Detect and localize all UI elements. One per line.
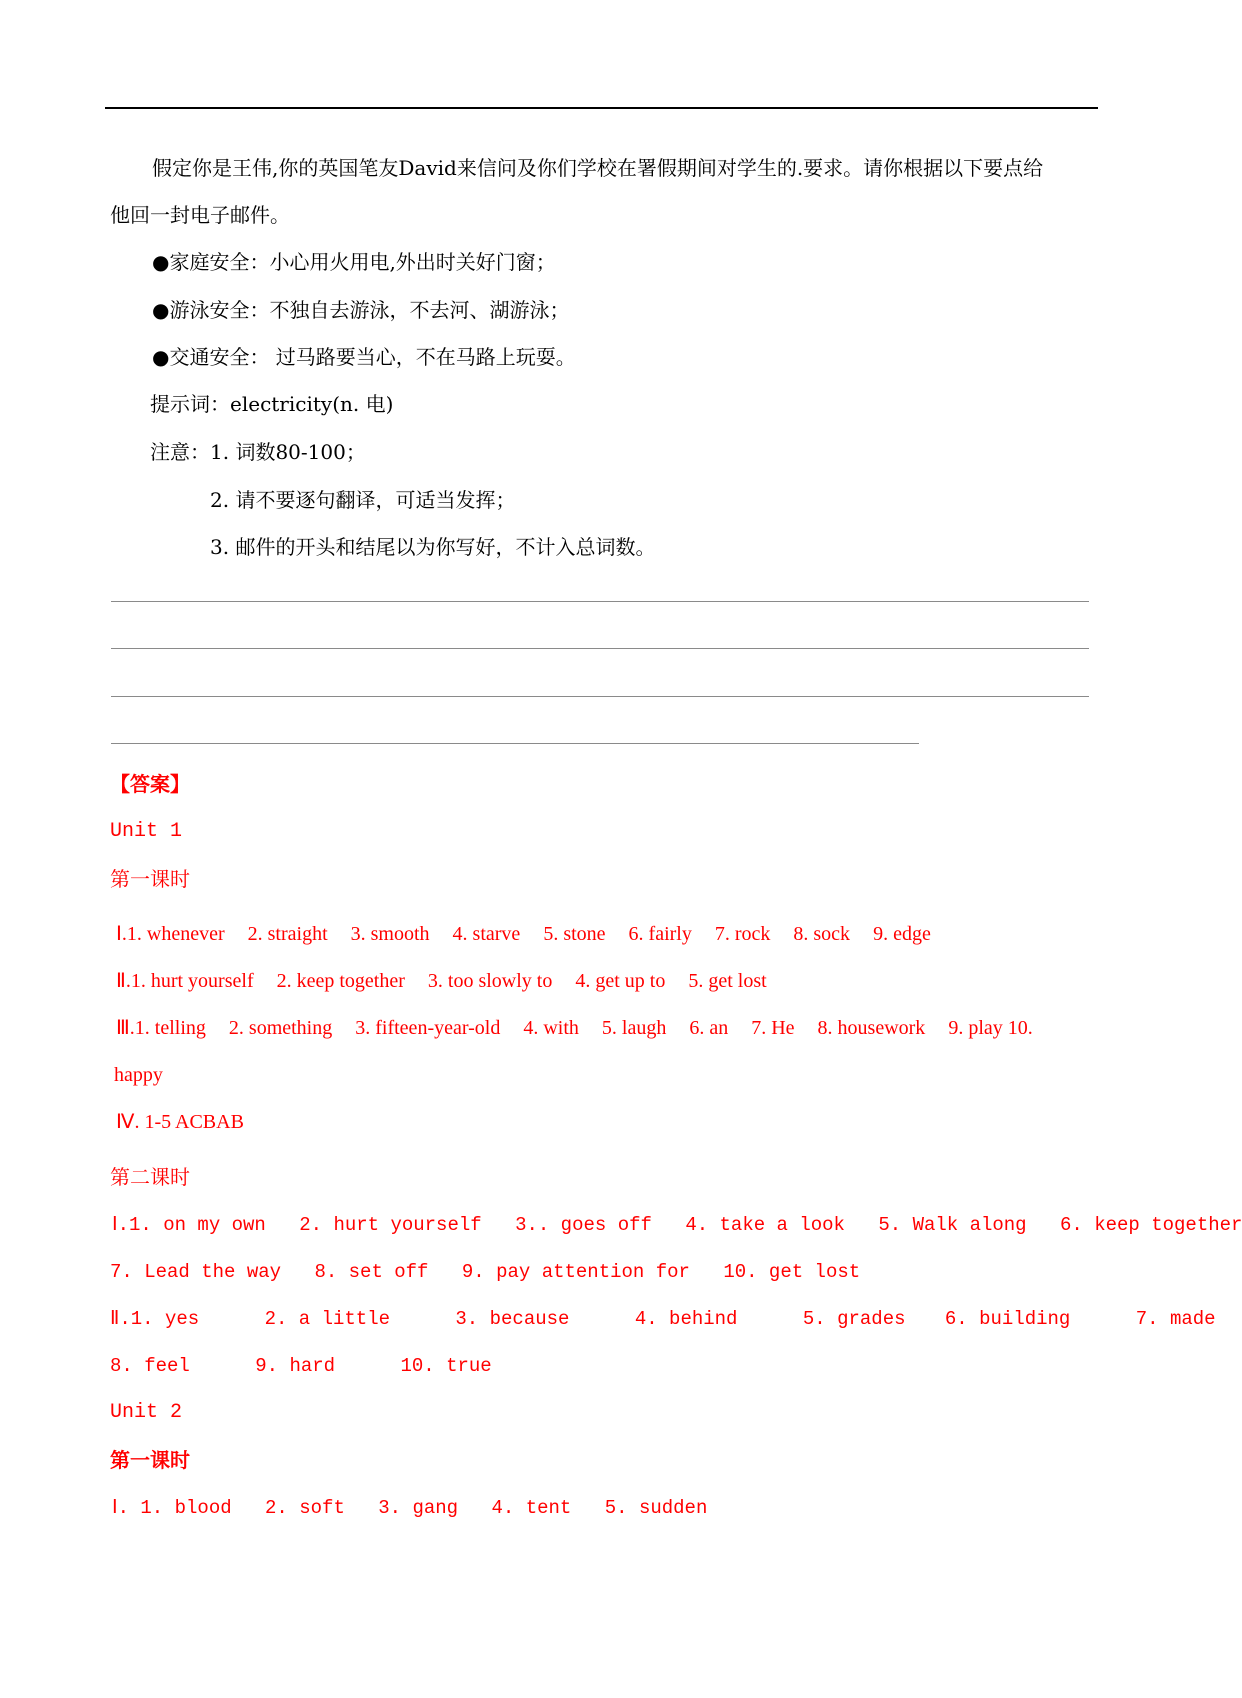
answer-item: 8. set off — [314, 1261, 429, 1283]
answer-item: 3.. goes off — [515, 1214, 652, 1236]
answer-item: Ⅰ.1. whenever — [116, 923, 225, 945]
answer-item: 9. play 10. — [948, 1017, 1033, 1039]
note-1: 注意：1. 词数80-100； — [150, 440, 366, 464]
answer-item: 8. sock — [793, 923, 851, 945]
answer-item: 2. a little — [264, 1308, 390, 1330]
answer-item: 3. smooth — [350, 923, 430, 945]
prompt-line-1: 假定你是王伟,你的英国笔友David来信问及你们学校在署假期间对学生的.要求。请你根据以下要点给 — [152, 156, 1044, 180]
answer-item: 3. because — [455, 1308, 570, 1330]
answer-item: 7. made — [1135, 1308, 1216, 1330]
answer-item: 4. get up to — [575, 970, 666, 992]
answer-item: 8. housework — [817, 1017, 926, 1039]
writing-line-4[interactable] — [111, 743, 919, 744]
unit-2-heading: Unit 2 — [110, 1401, 183, 1424]
note-2: 2. 请不要逐句翻译，可适当发挥； — [210, 488, 516, 512]
answer-item: 2. keep together — [276, 970, 405, 992]
answer-item: Ⅱ.1. yes — [110, 1308, 200, 1330]
answer-item: 5. get lost — [688, 970, 767, 992]
lesson-2-heading: 第二课时 — [110, 1165, 190, 1189]
writing-line-2[interactable] — [111, 648, 1089, 649]
u1l1-section-4: Ⅳ. 1-5 ACBAB — [116, 1111, 244, 1133]
answer-item: 5. laugh — [601, 1017, 667, 1039]
u1l2-section-1a — [112, 1211, 1242, 1239]
answer-item: 9. edge — [873, 923, 931, 945]
answer-item: 5. sudden — [604, 1497, 708, 1519]
lesson-1-heading: 第一课时 — [110, 867, 190, 891]
answer-item: 4. starve — [452, 923, 521, 945]
answer-item: 4. tent — [491, 1497, 572, 1519]
note-3: 3. 邮件的开头和结尾以为你写好，不计入总词数。 — [210, 535, 656, 559]
u1l2-section-1b — [110, 1258, 860, 1286]
hint-line: 提示词：electricity(n. 电) — [150, 392, 394, 416]
answer-item: 7. Lead the way — [110, 1261, 282, 1283]
answer-item: 5. Walk along — [878, 1214, 1027, 1236]
unit-2-lesson-1-heading: 第一课时 — [110, 1448, 190, 1472]
answer-item: 5. stone — [543, 923, 606, 945]
answer-item: 6. an — [689, 1017, 729, 1039]
answer-item: 2. straight — [247, 923, 328, 945]
answer-item: 8. feel — [110, 1355, 190, 1377]
answer-item: Ⅲ.1. telling — [116, 1017, 206, 1039]
answer-item: Ⅰ. 1. blood — [112, 1497, 232, 1519]
answer-item: 4. take a look — [685, 1214, 845, 1236]
u1l1-section-3-continued: happy — [114, 1064, 163, 1086]
answer-item: 9. hard — [255, 1355, 336, 1377]
u1l2-section-2b — [110, 1352, 492, 1380]
u2l1-section-1 — [112, 1494, 707, 1522]
answer-item: 6. keep together — [1060, 1214, 1242, 1236]
answer-item: 4. behind — [634, 1308, 738, 1330]
answer-item: 10. get lost — [723, 1261, 861, 1283]
header-rule — [105, 107, 1098, 109]
answer-item: 6. fairly — [628, 923, 692, 945]
answer-item: 3. fifteen-year-old — [355, 1017, 501, 1039]
answer-item: 3. gang — [378, 1497, 459, 1519]
answer-item: 7. He — [751, 1017, 795, 1039]
u1l1-section-3 — [116, 1014, 1033, 1042]
writing-line-1[interactable] — [111, 601, 1089, 602]
u1l1-section-2 — [116, 967, 785, 995]
answer-item: 2. something — [228, 1017, 333, 1039]
unit-1-heading: Unit 1 — [110, 820, 183, 843]
prompt-line-2: 他回一封电子邮件。 — [110, 203, 290, 227]
answer-item: 5. grades — [802, 1308, 906, 1330]
answer-item: 7. rock — [714, 923, 771, 945]
bullet-traffic-safety: ●交通安全： 过马路要当心，不在马路上玩耍。 — [152, 345, 576, 369]
answer-item: 6. building — [944, 1308, 1071, 1330]
u1l1-section-1 — [116, 920, 949, 948]
answers-header: 【答案】 — [110, 772, 190, 796]
answer-item: 10. true — [400, 1355, 492, 1377]
answer-item: 4. with — [523, 1017, 579, 1039]
answer-item: Ⅰ.1. on my own — [112, 1214, 266, 1236]
answer-item: 2. hurt yourself — [299, 1214, 482, 1236]
writing-line-3[interactable] — [111, 696, 1089, 697]
bullet-home-safety: ●家庭安全：小心用火用电,外出时关好门窗； — [152, 250, 556, 274]
answer-item: 3. too slowly to — [427, 970, 553, 992]
bullet-swim-safety: ●游泳安全：不独自去游泳，不去河、湖游泳； — [152, 298, 570, 322]
answer-item: 9. pay attention for — [461, 1261, 690, 1283]
answer-item: 2. soft — [265, 1497, 345, 1519]
u1l2-section-2a — [110, 1305, 1216, 1333]
answer-item: Ⅱ.1. hurt yourself — [116, 970, 254, 992]
